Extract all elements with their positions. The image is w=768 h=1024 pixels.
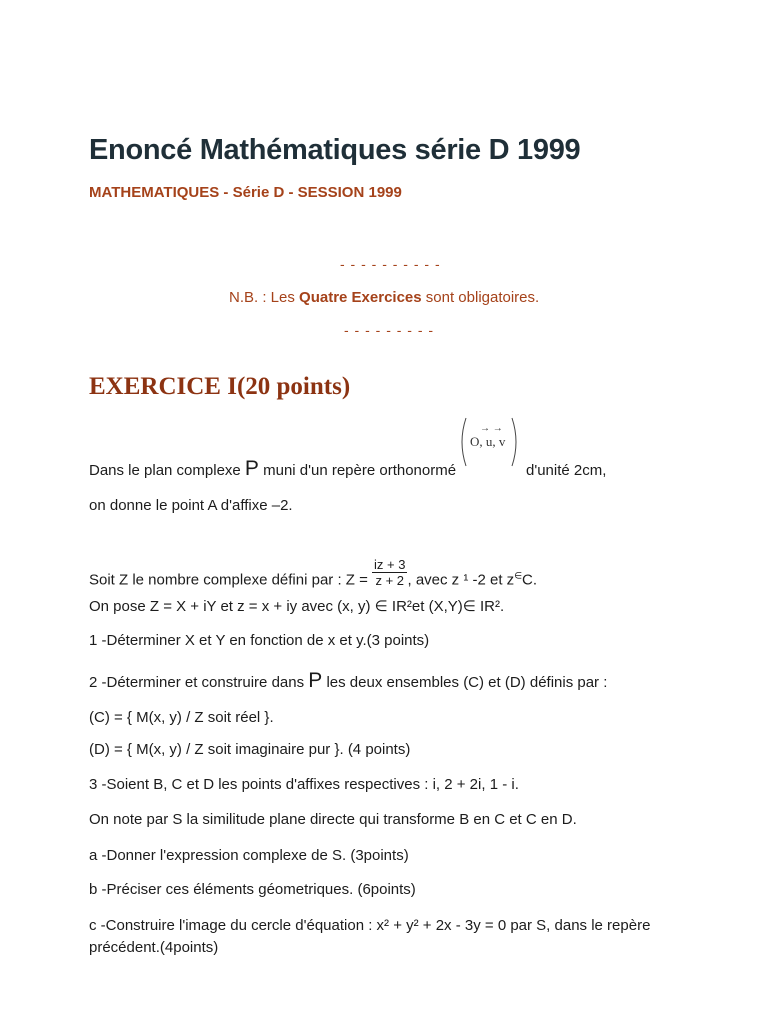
note-bold: Quatre Exercices [299, 289, 422, 306]
element-of-symbol: ∈ [514, 570, 523, 581]
divider-bottom: - - - - - - - - - [344, 322, 435, 338]
set-c-definition: (C) = { M(x, y) / Z soit réel }. [89, 709, 274, 726]
note [229, 289, 539, 306]
q2-text-a: 2 -Déterminer et construire dans [89, 674, 309, 691]
fraction-numerator: iz + 3 [374, 557, 406, 572]
note-suffix: sont obligatoires. [421, 289, 540, 306]
exercise-line-4: On pose Z = X + iY et z = x + iy avec (x, y) ∈ IR²et (X,Y)∈ IR². [89, 598, 505, 615]
line1-text-b: muni d'un repère orthonormé [258, 462, 457, 479]
question-3c-line-1: c -Construire l'image du cercle d'équation : x² + y² + 2x - 3y = 0 par S, dans le repère [89, 917, 651, 934]
question-2 [89, 669, 607, 693]
line3-text-a: Soit Z le nombre complexe défini par : Z = [89, 571, 373, 589]
line3-text-c: C. [522, 571, 538, 589]
exercise-line-2: on donne le point A d'affixe –2. [89, 497, 293, 514]
page-title: Enoncé Mathématiques série D 1999 [89, 134, 581, 166]
question-3a: a -Donner l'expression complexe de S. (3points) [89, 847, 409, 864]
page-subtitle: MATHEMATIQUES - Série D - SESSION 1999 [89, 184, 402, 201]
repere-label: O, u, v [470, 434, 506, 449]
q2-text-b: les deux ensembles (C) et (D) définis par : [322, 674, 608, 691]
exercise-heading: EXERCICE I(20 points) [89, 373, 351, 400]
note-prefix: N.B. : Les [229, 289, 300, 306]
question-1: 1 -Déterminer X et Y en fonction de x et y.(3 points) [89, 632, 430, 649]
question-3-note: On note par S la similitude plane directe qui transforme B en C et C en D. [89, 811, 577, 828]
plane-symbol: P [244, 457, 259, 480]
exercise-line-1 [89, 457, 456, 481]
line1-text-a: Dans le plan complexe [89, 462, 245, 479]
question-3: 3 -Soient B, C et D les points d'affixes respectives : i, 2 + 2i, 1 - i. [89, 776, 519, 793]
line1-text-c: d'unité 2cm, [526, 462, 607, 479]
set-d-definition: (D) = { M(x, y) / Z soit imaginaire pur }. (4 points) [89, 741, 411, 758]
plane-symbol-2: P [308, 669, 323, 692]
divider-top: - - - - - - - - - - [340, 256, 441, 272]
vector-arrows: → → [480, 423, 503, 434]
exercise-line-3 [89, 557, 538, 596]
question-3b: b -Préciser ces éléments géometriques. (6points) [89, 881, 416, 898]
fraction [372, 557, 407, 588]
question-3c-line-2: précédent.(4points) [89, 939, 219, 956]
fraction-denominator: z + 2 [375, 573, 405, 588]
line3-text-b: , avec z ¹ -2 et z [407, 571, 515, 589]
